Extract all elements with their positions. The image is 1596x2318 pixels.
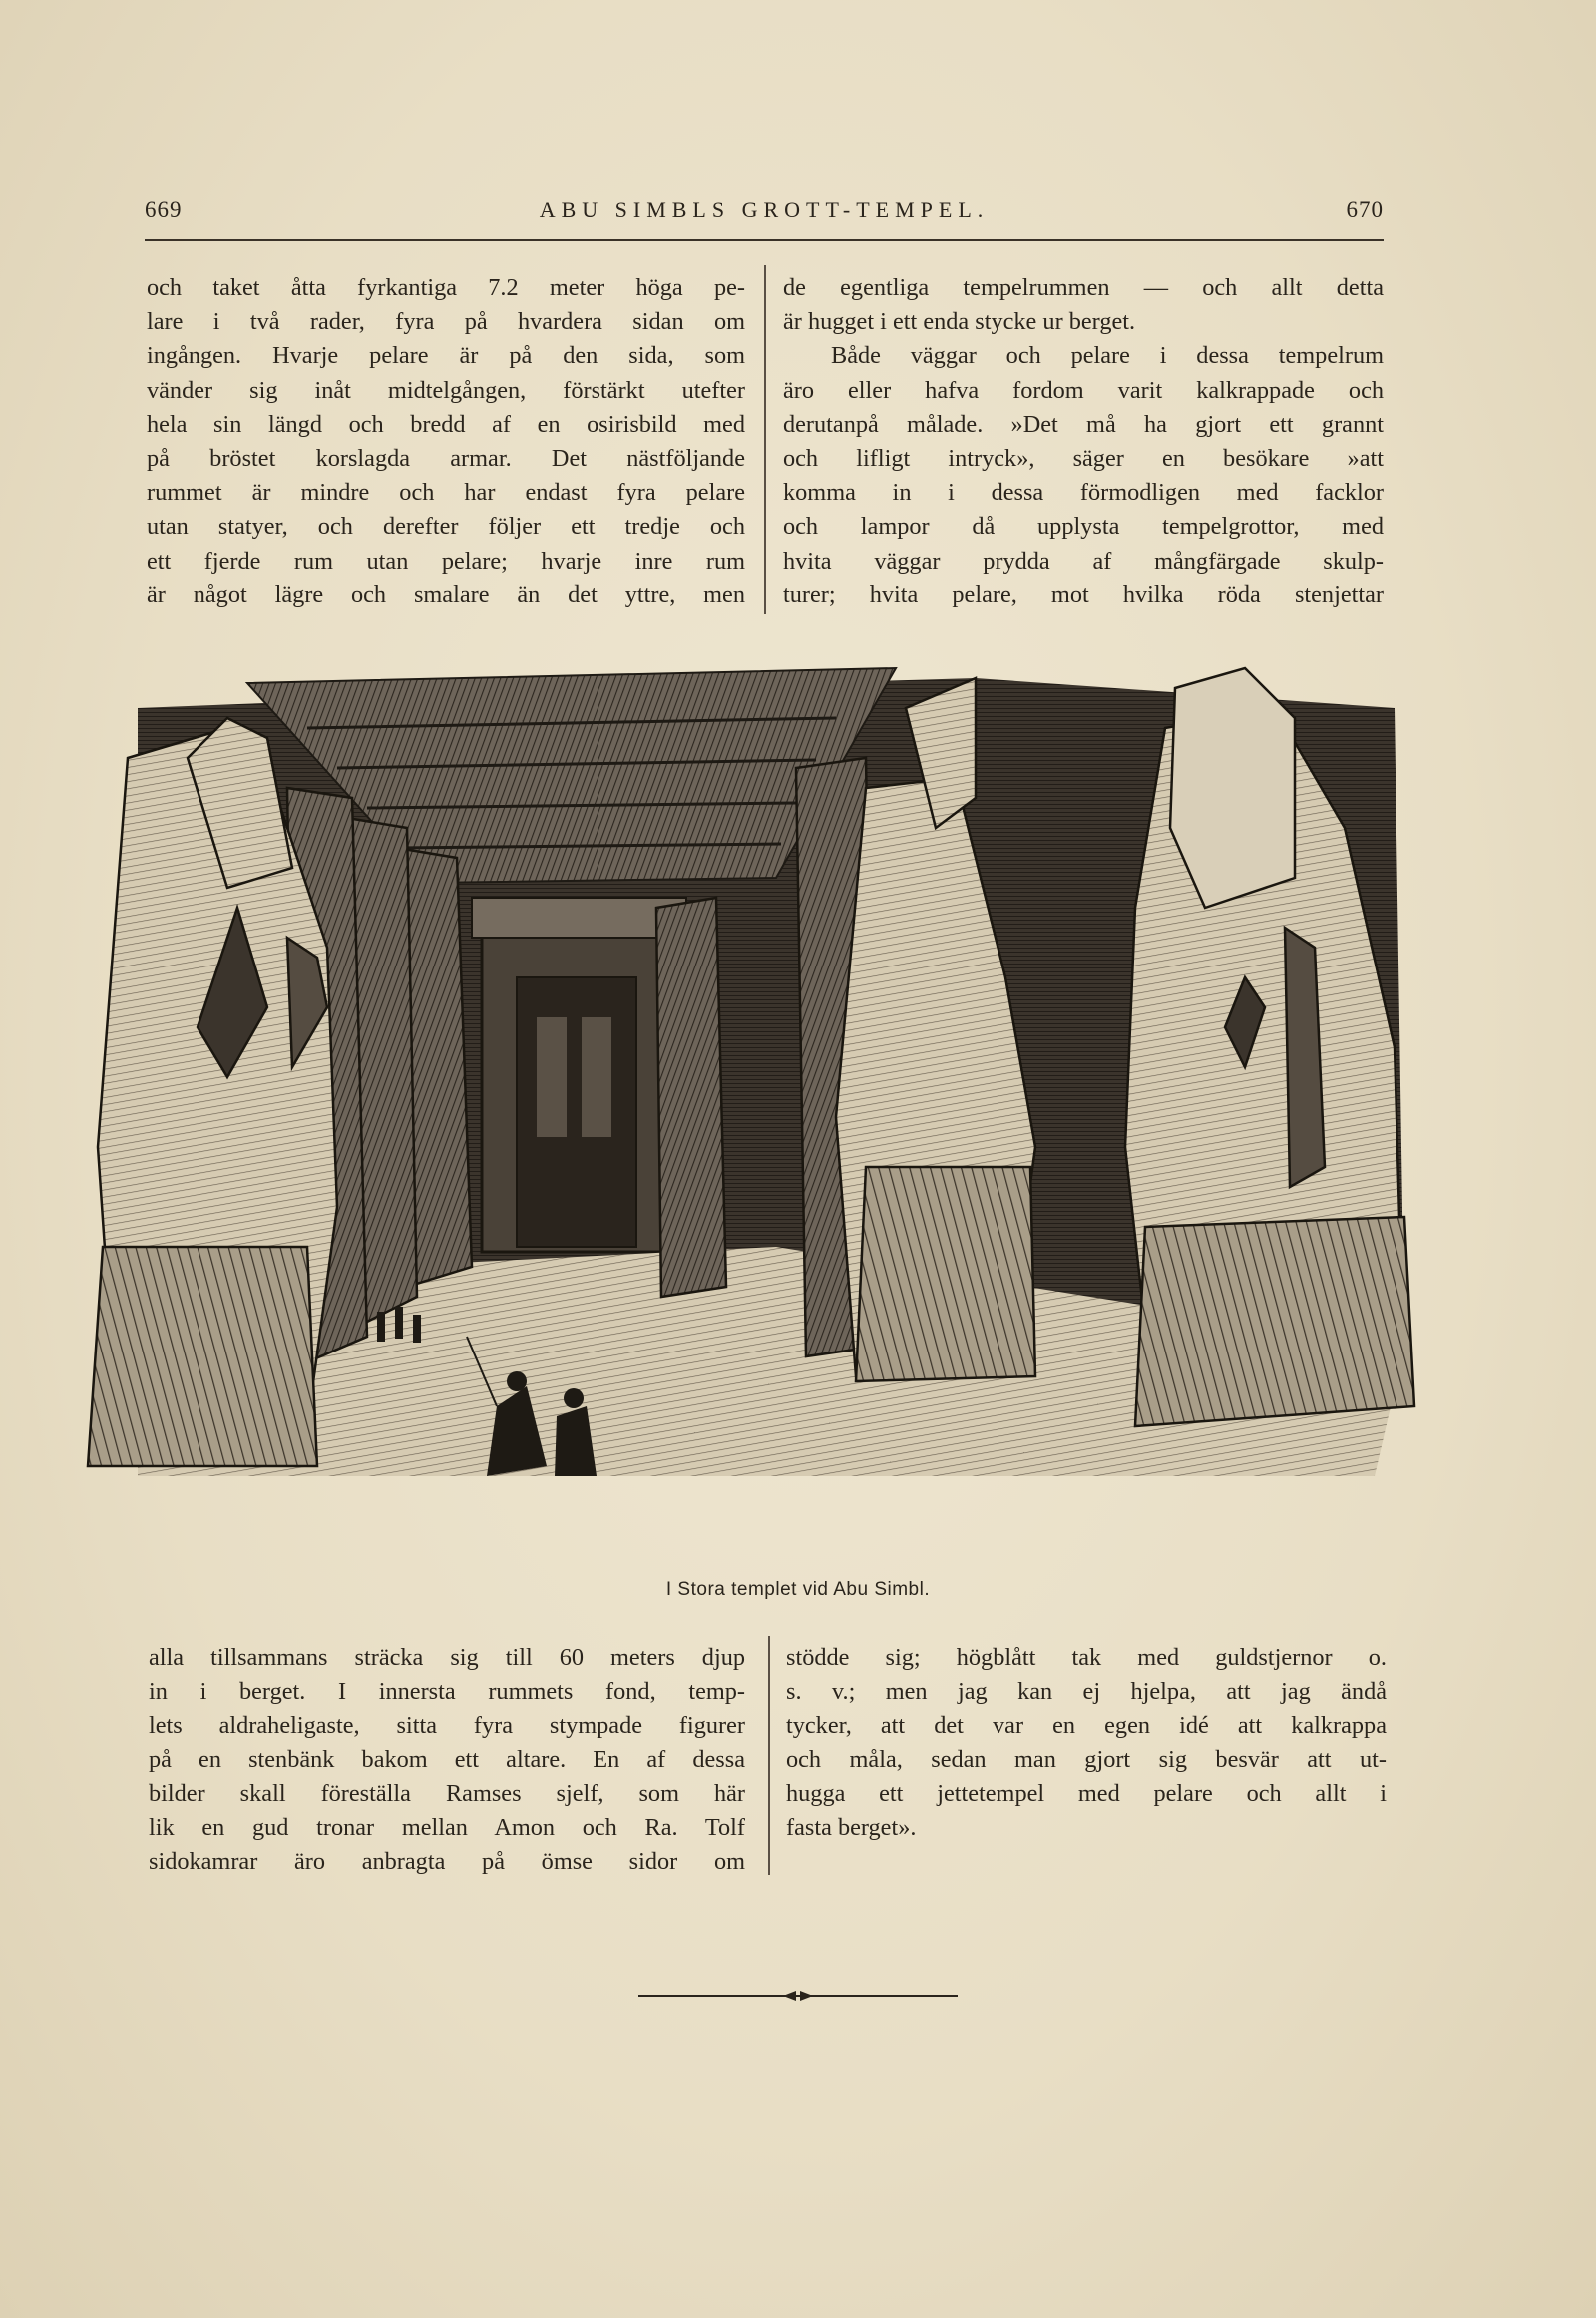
- text-line: och måla, sedan man gjort sig besvär att ut-: [786, 1745, 1387, 1773]
- header-rule: [145, 239, 1384, 241]
- text-line: på bröstet korslagda armar. Det nästföljande: [147, 445, 745, 473]
- text-column-right-bottom: [786, 1641, 1387, 1845]
- text-line: in i berget. I innersta rummets fond, temp-: [149, 1678, 745, 1706]
- page-number-right: 670: [1346, 197, 1384, 222]
- text-line: och taket åtta fyrkantiga 7.2 meter höga pe-: [147, 274, 745, 301]
- text-line: derutanpå målade. »Det må ha gjort ett grannt: [783, 410, 1384, 438]
- text-line: ingången. Hvarje pelare är på den sida, som: [147, 342, 745, 370]
- column-separator-bottom: [768, 1636, 770, 1875]
- text-line: turer; hvita pelare, mot hvilka röda stenjettar: [783, 580, 1384, 608]
- text-line: sidokamrar äro anbragta på ömse sidor om: [149, 1848, 745, 1876]
- text-line: utan statyer, och derefter följer ett tredje och: [147, 513, 745, 541]
- text-line: och lifligt intryck», säger en besökare »att: [783, 445, 1384, 473]
- text-line: rummet är mindre och har endast fyra pelare: [147, 479, 745, 507]
- end-ornament: [638, 1988, 958, 2004]
- text-line: hugga ett jettetempel med pelare och allt i: [786, 1779, 1387, 1807]
- engraving-temple-interior: [78, 648, 1464, 1576]
- text-line: stödde sig; högblått tak med guldstjernor o.: [786, 1644, 1387, 1671]
- text-line: s. v.; men jag kan ej hjelpa, att jag ändå: [786, 1678, 1387, 1706]
- text-line: hvita väggar prydda af mångfärgade skulp-: [783, 547, 1384, 575]
- text-line: lik en gud tronar mellan Amon och Ra. Tolf: [149, 1814, 745, 1842]
- illustration-caption: I Stora templet vid Abu Simbl.: [665, 1579, 931, 1600]
- running-header: [145, 197, 1384, 231]
- text-column-left-top: [147, 271, 745, 612]
- text-line: lets aldraheligaste, sitta fyra stympade figurer: [149, 1712, 745, 1739]
- text-line: fasta berget».: [786, 1814, 917, 1842]
- text-line: lare i två rader, fyra på hvardera sidan om: [147, 308, 745, 336]
- text-line: hela sin längd och bredd af en osirisbild med: [147, 410, 745, 438]
- text-line: och lampor då upplysta tempelgrottor, med: [783, 513, 1384, 541]
- text-column-right-top: [783, 271, 1384, 612]
- text-line: tycker, att det var en egen idé att kalkrappa: [786, 1712, 1387, 1739]
- text-line: vänder sig inåt midtelgången, förstärkt utefter: [147, 376, 745, 404]
- text-line: Både väggar och pelare i dessa tempelrum: [831, 342, 1384, 370]
- text-line: de egentliga tempelrummen — och allt detta: [783, 274, 1384, 301]
- column-separator-top: [764, 265, 766, 614]
- text-line: komma in i dessa förmodligen med facklor: [783, 479, 1384, 507]
- page-number-left: 669: [145, 197, 183, 222]
- running-title: ABU SIMBLS GROTT-TEMPEL.: [539, 197, 990, 222]
- text-line: på en stenbänk bakom ett altare. En af dessa: [149, 1745, 745, 1773]
- text-column-left-bottom: [149, 1641, 745, 1879]
- text-line: är något lägre och smalare än det yttre, men: [147, 580, 745, 608]
- text-line: ett fjerde rum utan pelare; hvarje inre rum: [147, 547, 745, 575]
- text-line: alla tillsammans sträcka sig till 60 meters djup: [149, 1644, 745, 1671]
- text-line: bilder skall föreställa Ramses sjelf, som här: [149, 1779, 745, 1807]
- text-line: är hugget i ett enda stycke ur berget.: [783, 308, 1136, 336]
- text-line: äro eller hafva fordom varit kalkrappade och: [783, 376, 1384, 404]
